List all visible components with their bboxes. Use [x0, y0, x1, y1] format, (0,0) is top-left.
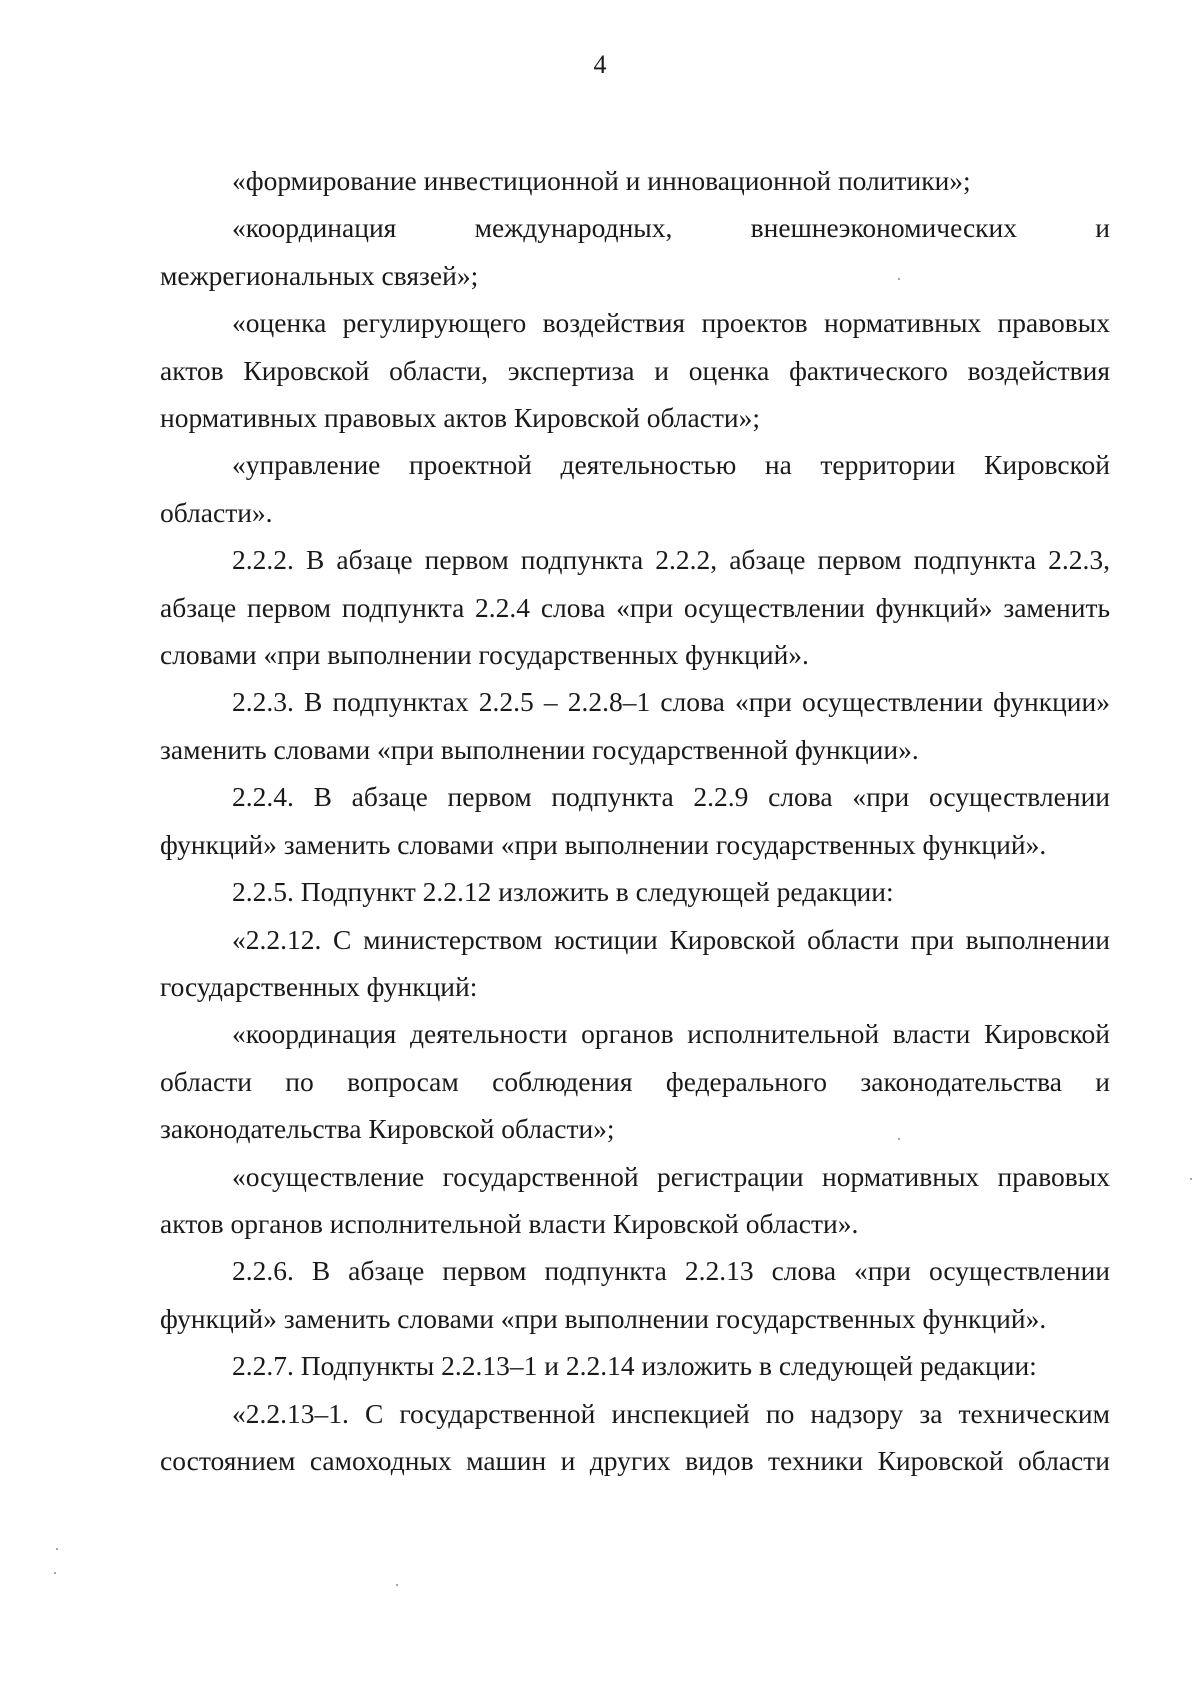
paragraph: 2.2.3. В подпунктах 2.2.5 – 2.2.8–1 слова «при осуществлении функции» заменить словами «при выполнении государственной функции». [160, 686, 1110, 765]
scan-speck [1190, 1178, 1192, 1180]
paragraph: «осуществление государственной регистрации нормативных правовых актов органов исполнительной власти Кировской области». [160, 1160, 1110, 1239]
paragraph: 2.2.5. Подпункт 2.2.12 изложить в следующей редакции: [232, 876, 894, 908]
paragraph: 2.2.4. В абзаце первом подпункта 2.2.9 слова «при осуществлении функций» заменить словами «при выполнении государственных функций». [160, 781, 1110, 860]
paragraph: «координация деятельности органов исполнительной власти Кировской области по вопросам соблюдения федерального законодательства и законодательства Кировской области»; [160, 1018, 1110, 1145]
paragraph: «2.2.12. С министерством юстиции Кировской области при выполнении государственных функций: [160, 923, 1110, 1002]
paragraph: 2.2.6. В абзаце первом подпункта 2.2.13 слова «при осуществлении функций» заменить словами «при выполнении государственных функций». [160, 1255, 1110, 1334]
document-body [160, 157, 1110, 1484]
paragraph: 2.2.7. Подпункты 2.2.13–1 и 2.2.14 изложить в следующей редакции: [232, 1350, 1037, 1382]
scan-speck [898, 278, 900, 280]
paragraph: «управление проектной деятельностью на территории Кировской области». [160, 449, 1110, 528]
paragraph: «координация международных, внешнеэкономических и межрегиональных связей»; [160, 212, 1110, 291]
scan-speck [54, 1572, 56, 1574]
paragraph: «2.2.13–1. С государственной инспекцией по надзору за техническим состоянием самоходных машин и других видов техники Кировской области [160, 1397, 1110, 1476]
paragraph: «оценка регулирующего воздействия проектов нормативных правовых актов Кировской области, экспертиза и оценка фактического воздействия нормативных правовых актов Кировской области»; [160, 307, 1110, 434]
scan-speck [56, 1548, 58, 1550]
paragraph: «формирование инвестиционной и инновационной политики»; [232, 165, 971, 196]
page-number: 4 [593, 50, 607, 79]
scan-speck [898, 1138, 900, 1140]
paragraph: 2.2.2. В абзаце первом подпункта 2.2.2, абзаце первом подпункта 2.2.3, абзаце первом подпункта 2.2.4 слова «при осуществлении функций» заменить словами «при выполнении государственных функций». [160, 544, 1110, 671]
scan-speck [396, 1584, 398, 1586]
